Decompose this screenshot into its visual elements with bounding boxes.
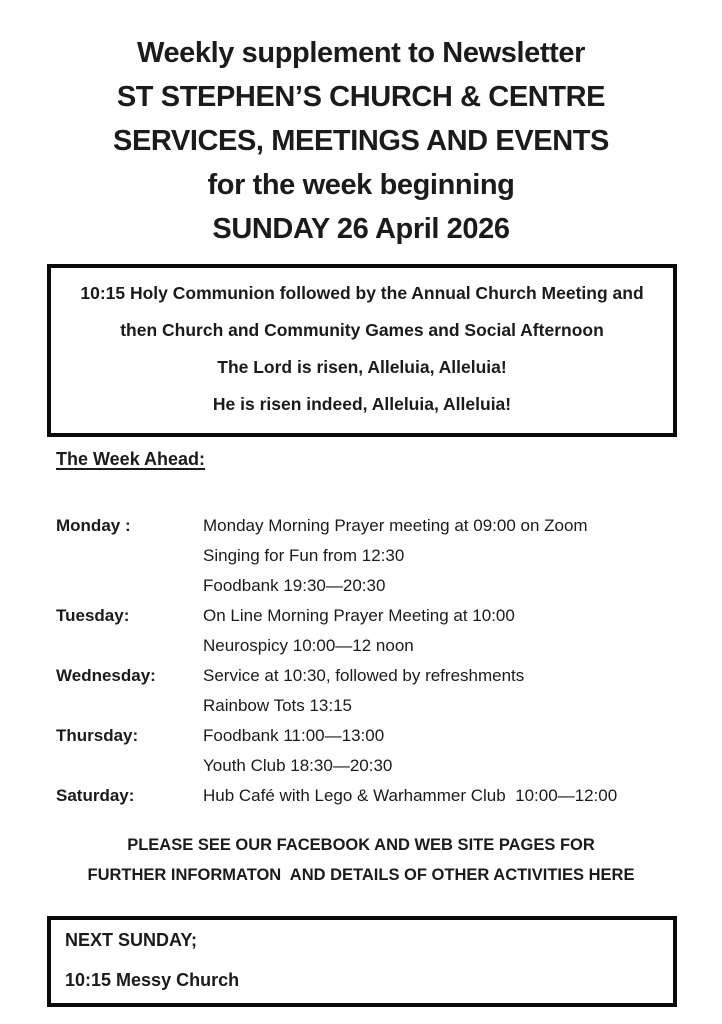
schedule-day: Thursday:: [56, 726, 139, 745]
schedule-event: Service at 10:30, followed by refreshments: [203, 666, 525, 685]
schedule-event: Rainbow Tots 13:15: [203, 696, 353, 715]
acclamation-line-2: He is risen indeed, Alleluia, Alleluia!: [212, 394, 512, 414]
schedule-day: [56, 691, 203, 721]
schedule-row: [56, 751, 682, 781]
schedule-day: [56, 751, 203, 781]
schedule-row: [56, 541, 682, 571]
schedule-row: [56, 721, 682, 751]
schedule-event: Monday Morning Prayer meeting at 09:00 on Zoom: [203, 516, 588, 535]
sunday-services-box: [47, 264, 677, 437]
schedule-event: Foodbank 11:00—13:00: [203, 726, 385, 745]
title-line-supplement: Weekly supplement to Newsletter: [137, 37, 585, 69]
schedule-row: [56, 781, 682, 811]
week-ahead-heading: The Week Ahead:: [56, 449, 206, 469]
schedule-event: Singing for Fun from 12:30: [203, 546, 405, 565]
schedule-day: Monday :: [56, 516, 131, 535]
sunday-afternoon-line: then Church and Community Games and Social Afternoon: [120, 320, 604, 340]
week-ahead-schedule: [56, 511, 682, 811]
title-line-services: SERVICES, MEETINGS AND EVENTS: [113, 125, 609, 157]
schedule-row: [56, 631, 682, 661]
schedule-row: [56, 661, 682, 691]
next-sunday-box: [47, 916, 677, 1007]
schedule-event: On Line Morning Prayer Meeting at 10:00: [203, 606, 515, 625]
notice-line-2: FURTHER INFORMATON AND DETAILS OF OTHER ACTIVITIES HERE: [87, 866, 635, 884]
schedule-row: [56, 691, 682, 721]
schedule-day: Wednesday:: [56, 666, 156, 685]
schedule-event: Hub Café with Lego & Warhammer Club 10:00—12:00: [203, 786, 618, 805]
title-line-church-name: ST STEPHEN’S CHURCH & CENTRE: [116, 81, 606, 113]
schedule-event: Neurospicy 10:00—12 noon: [203, 636, 414, 655]
schedule-day: Saturday:: [56, 786, 135, 805]
schedule-day: [56, 631, 203, 661]
schedule-day: [56, 541, 203, 571]
schedule-event: Foodbank 19:30—20:30: [203, 576, 386, 595]
title-line-date: SUNDAY 26 April 2026: [212, 213, 510, 245]
schedule-row: [56, 571, 682, 601]
notice-line-1: PLEASE SEE OUR FACEBOOK AND WEB SITE PAGES FOR: [127, 836, 595, 854]
schedule-event: Youth Club 18:30—20:30: [203, 756, 393, 775]
schedule-day: Tuesday:: [56, 606, 130, 625]
next-sunday-event: 10:15 Messy Church: [65, 970, 240, 990]
page-title: [0, 0, 722, 251]
acclamation-line-1: The Lord is risen, Alleluia, Alleluia!: [217, 357, 507, 377]
next-sunday-heading: NEXT SUNDAY;: [65, 930, 198, 950]
sunday-service-line: 10:15 Holy Communion followed by the Annual Church Meeting and: [80, 283, 644, 303]
schedule-row: [56, 511, 682, 541]
schedule-day: [56, 571, 203, 601]
facebook-notice: [0, 830, 722, 890]
title-line-week-beginning: for the week beginning: [207, 169, 515, 201]
schedule-row: [56, 601, 682, 631]
